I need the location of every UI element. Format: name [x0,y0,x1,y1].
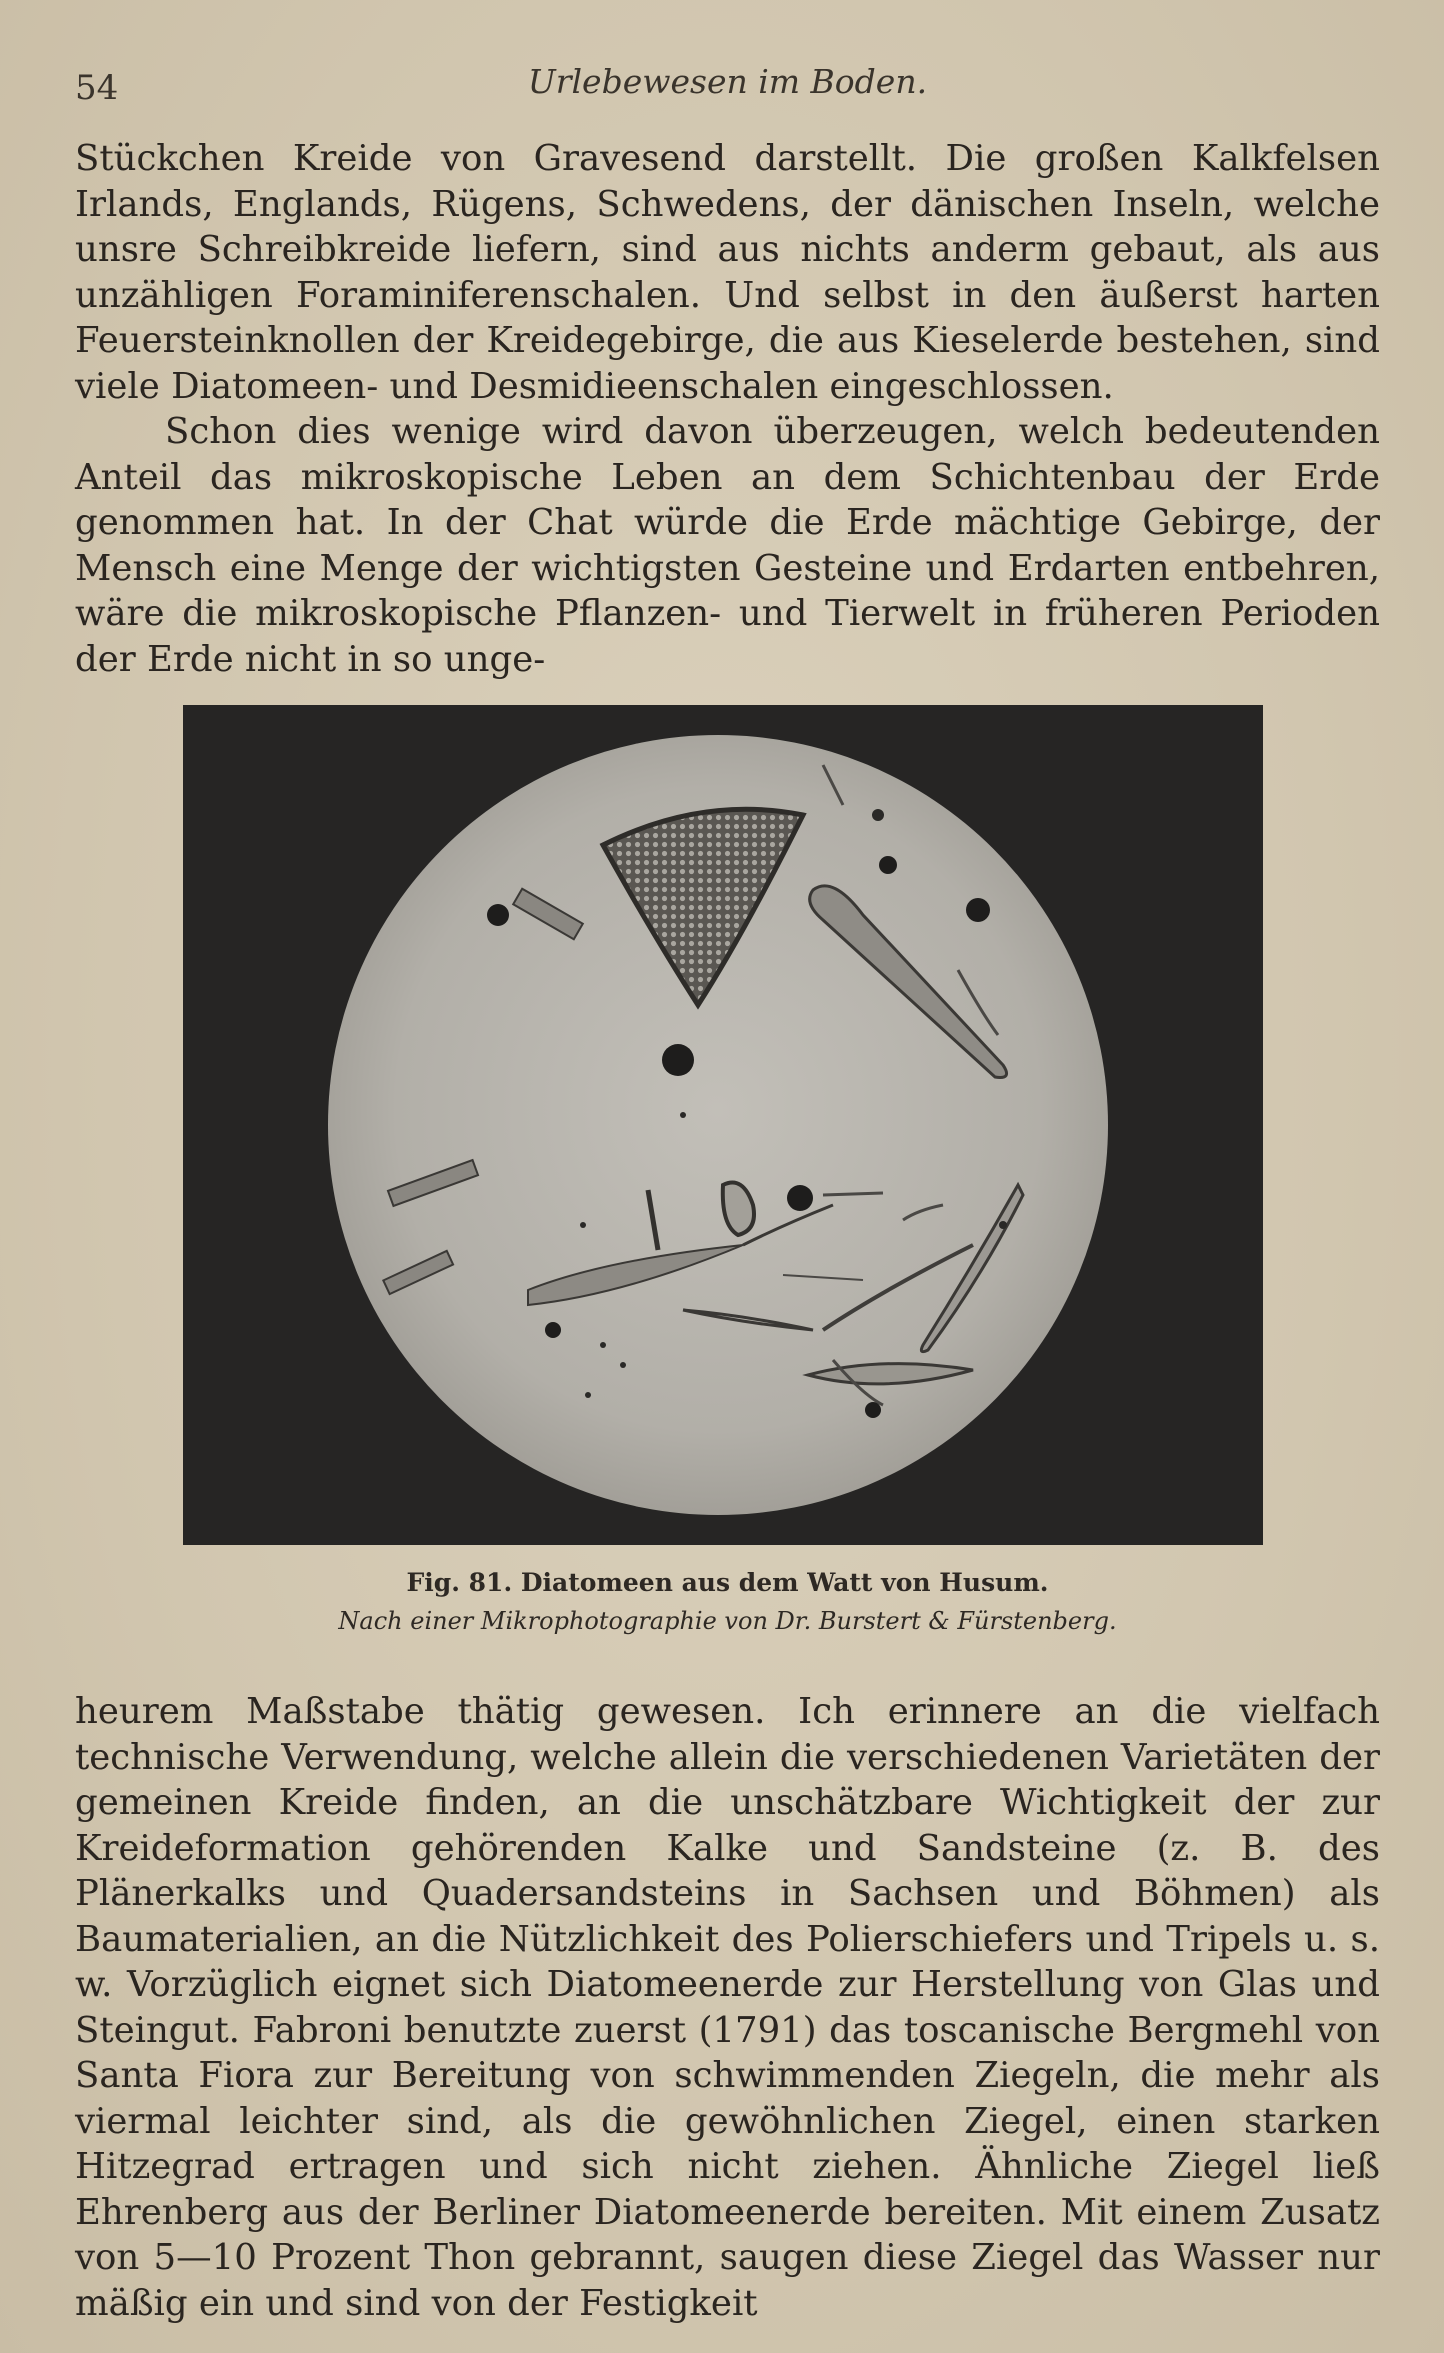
figure-credit: Nach einer Mikrophotographie von Dr. Burstert & Fürstenberg. [338,1607,1117,1635]
thin-diatom [823,1193,883,1195]
text-block-bottom [75,1689,1380,2326]
figure-micrograph [183,705,1263,1545]
paragraph: heurem Maßstabe thätig gewesen. Ich erinnere an die vielfach technische Verwendung, welche allein die verschiedenen Varietäten der gemeinen Kreide finden, an die unschätzbare Wichtigkeit der zur Kreideformation gehörenden Kalke und Sandsteine (z. B. des Plänerkalks und Quadersandsteins in Sachsen und Böhmen) als Baumaterialien, an die Nützlichkeit des Polierschiefers und Tripels u. s. w. Vorzüglich eignet sich Diatomeenerde zur Herstellung von Glas und Steingut. Fabroni benutzte zuerst (1791) das toscanische Bergmehl von Santa Fiora zur Bereitung von schwimmenden Ziegeln, die mehr als viermal leichter sind, als die gewöhnlichen Ziegel, einen starken Hitzegrad ertragen und sich nicht ziehen. Ähnliche Ziegel ließ Ehrenberg aus der Berliner Diatomeenerde bereiten. Mit einem Zusatz von 5—10 Prozent Thon gebrannt, saugen diese Ziegel das Wasser nur mäßig ein und sind von der Festigkeit [75,1691,1380,2324]
running-title: Urlebewesen im Boden. [527,62,928,101]
page-header [75,62,1380,112]
micrograph-image [183,705,1263,1545]
paragraph: Stückchen Kreide von Gravesend darstellt. Die großen Kalkfelsen Irlands, Englands, Rügens, Schwedens, der dänischen Inseln, welche unsre Schreibkreide liefern, sind aus nichts anderm gebaut, als aus unzähligen Foraminiferenschalen. Und selbst in den äußerst harten Feuersteinknollen der Kreidegebirge, die aus Kieselerde bestehen, sind viele Diatomeen- und Desmidieenschalen eingeschlossen. [75,138,1380,407]
paragraph: Schon dies wenige wird davon überzeugen, welch bedeutenden Anteil das mikroskopische Leben an dem Schichtenbau der Erde genommen hat. In der Chat würde die Erde mächtige Gebirge, der Mensch eine Menge der wichtigsten Gesteine und Erdarten entbehren, wäre die mikroskopische Pflanzen- und Tierwelt in früheren Perioden der Erde nicht in so unge- [75,411,1380,680]
figure-caption: Fig. 81. Diatomeen aus dem Watt von Husum. [406,1568,1049,1597]
page-number: 54 [75,68,119,108]
text-block-top [75,136,1380,682]
